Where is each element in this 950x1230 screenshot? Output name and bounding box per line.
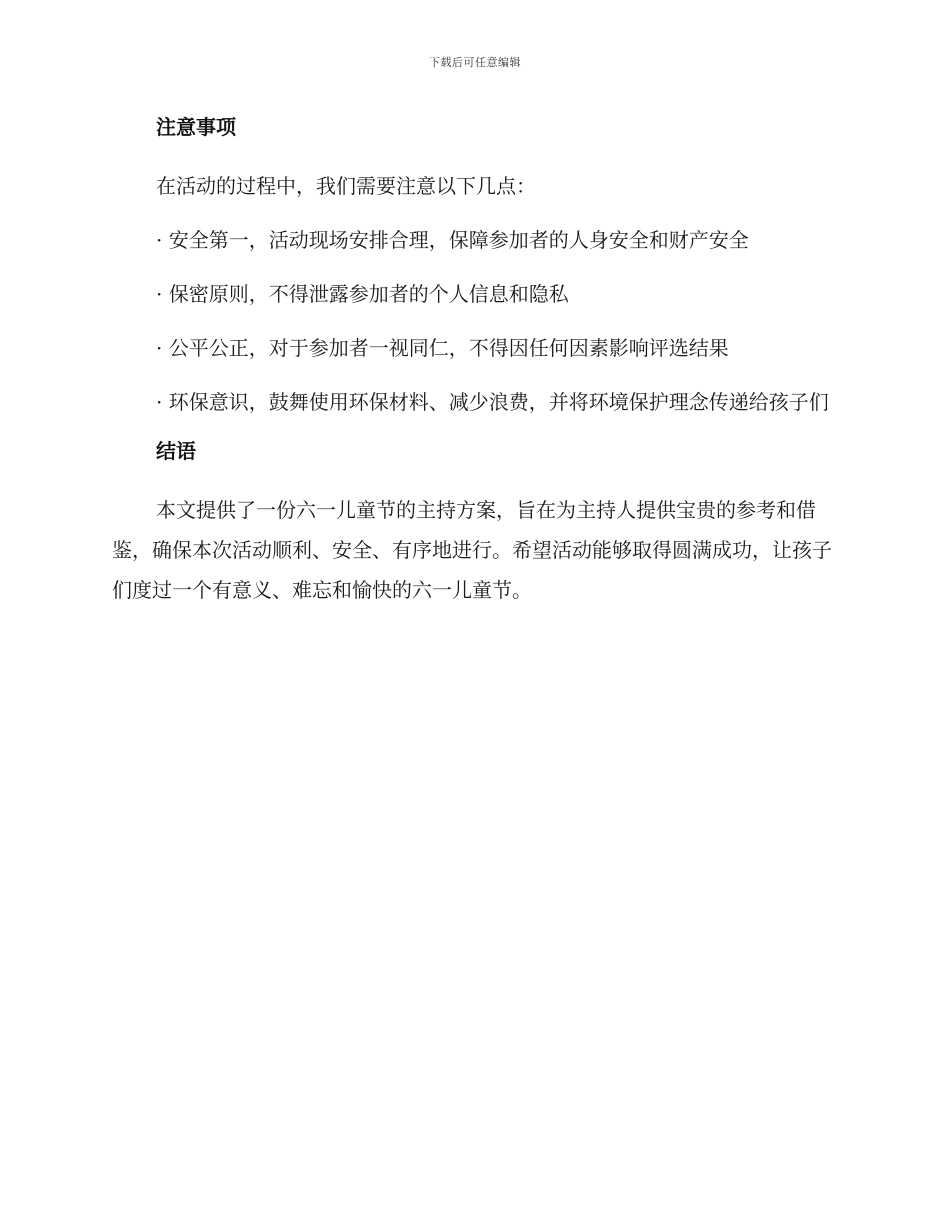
section-title-notes: 注意事项 <box>156 115 236 139</box>
header-note: 下载后可任意编辑 <box>429 56 521 69</box>
section-title-conclusion: 结语 <box>156 439 196 463</box>
notes-bullet-safety: · 安全第一，活动现场安排合理，保障参加者的人身安全和财产安全 <box>156 228 749 252</box>
document-body <box>112 112 832 624</box>
conclusion-body: 本文提供了一份六一儿童节的主持方案，旨在为主持人提供宝贵的参考和借鉴，确保本次活动顺利、安全、有序地进行。希望活动能够取得圆满成功，让孩子们度过一个有意义、难忘和愉快的六一儿童节。 <box>112 498 832 602</box>
notes-intro: 在活动的过程中，我们需要注意以下几点： <box>156 174 536 198</box>
notes-bullet-fairness: · 公平公正，对于参加者一视同仁，不得因任何因素影响评选结果 <box>156 336 729 360</box>
notes-bullet-privacy: · 保密原则，不得泄露参加者的个人信息和隐私 <box>156 282 569 306</box>
notes-bullet-environment: · 环保意识，鼓舞使用环保材料、减少浪费，并将环境保护理念传递给孩子们 <box>156 390 829 414</box>
